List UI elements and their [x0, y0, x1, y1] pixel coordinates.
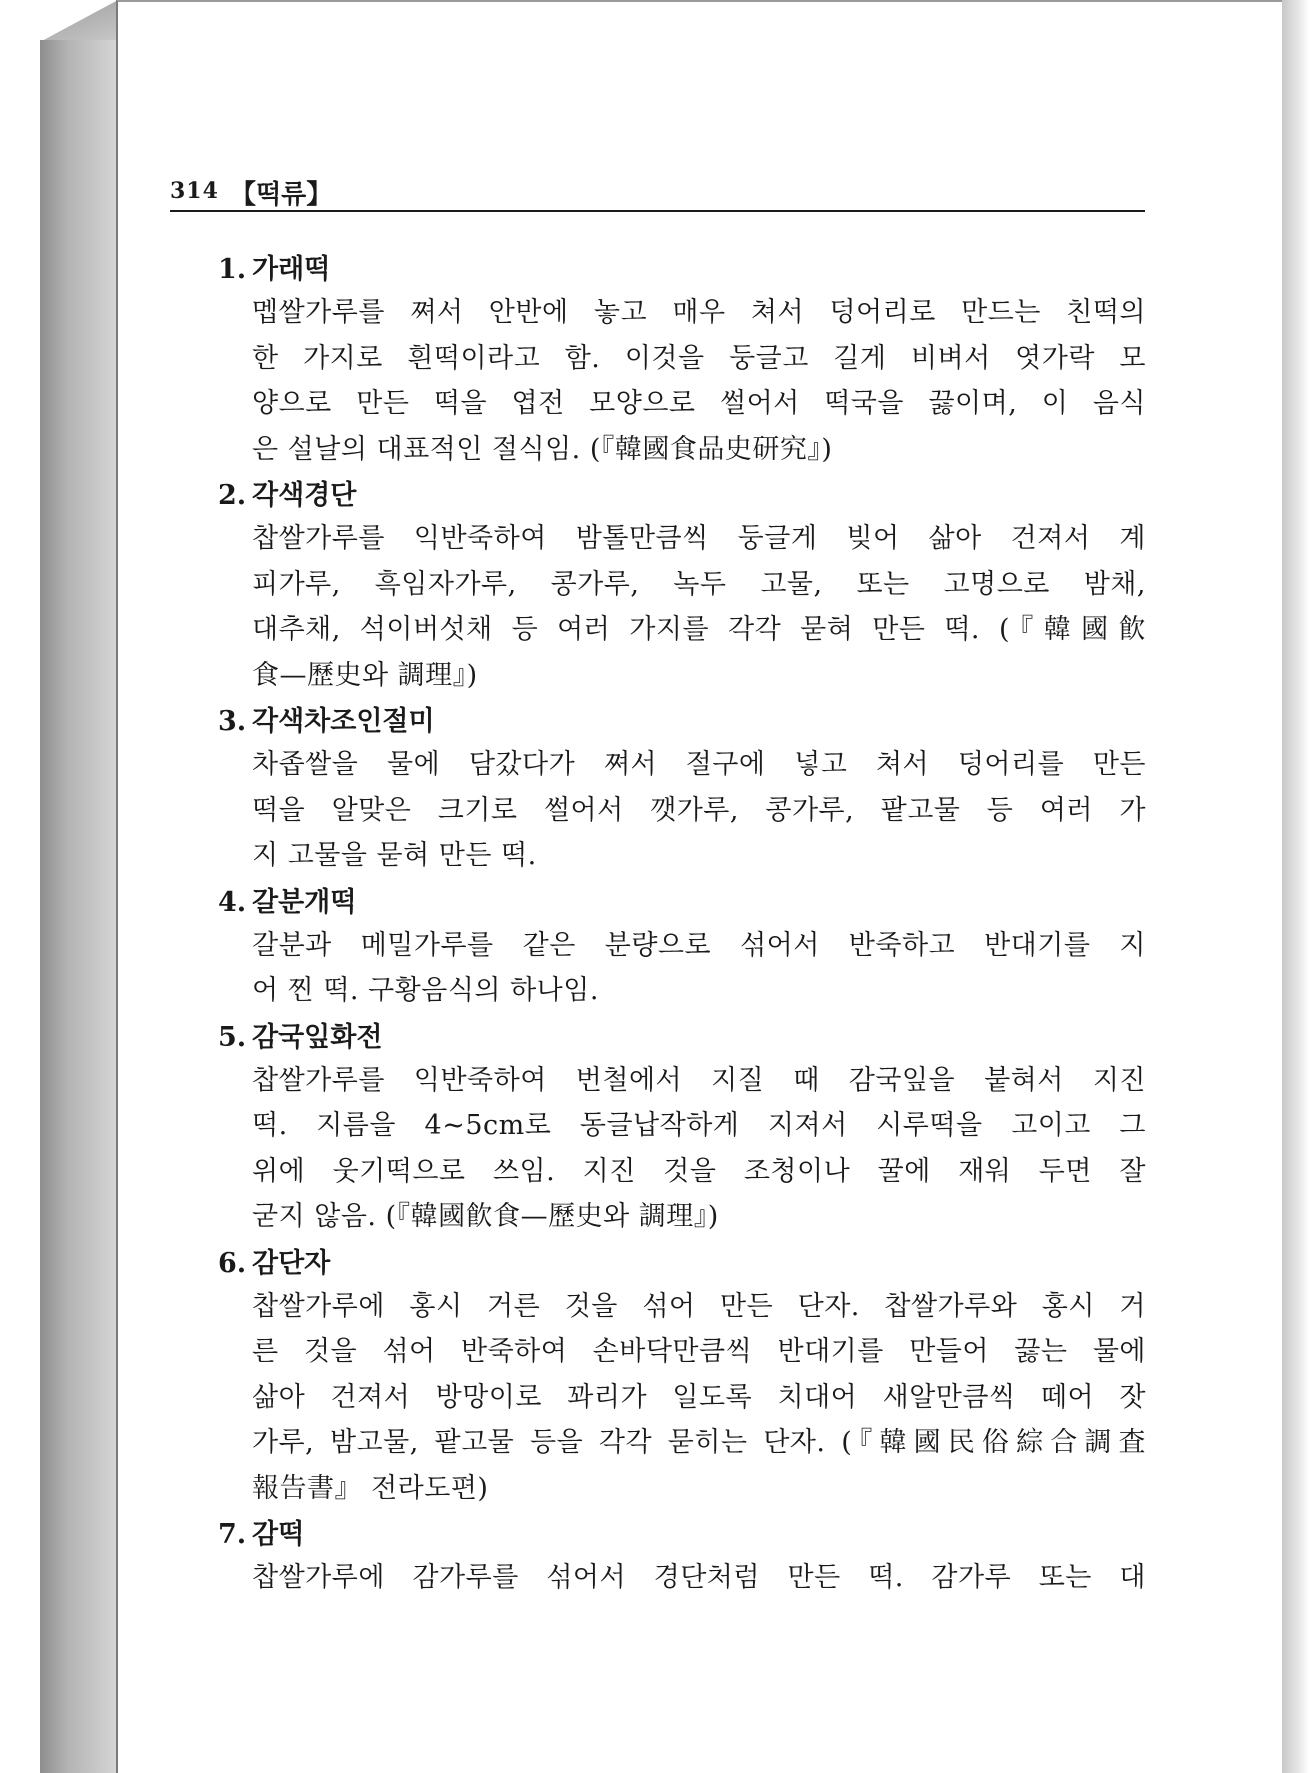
entry-heading — [218, 702, 1146, 742]
book-corner — [40, 0, 118, 42]
dictionary-entry — [218, 1244, 1146, 1512]
dictionary-entry — [218, 476, 1146, 698]
entry-heading — [218, 883, 1146, 923]
entry-title: 가래떡 — [252, 254, 331, 285]
definition-line: 찹쌀가루에 홍시 거른 것을 섞어 만든 단자. 찹쌀가루와 홍시 거 — [252, 1290, 1146, 1322]
definition-line: 갈분과 메밀가루를 같은 분량으로 섞어서 반죽하고 반대기를 지 — [252, 929, 1146, 961]
entry-heading — [218, 1244, 1146, 1284]
entry-definition — [252, 516, 1146, 698]
entry-number: 5. — [218, 1021, 247, 1053]
entry-title: 감국잎화전 — [252, 1021, 383, 1053]
entry-list — [218, 250, 1146, 1605]
definition-line: 가루, 밤고물, 팥고물 등을 각각 묻히는 단자. (『韓國民俗綜合調査 — [252, 1427, 1146, 1458]
entry-definition — [252, 1555, 1146, 1601]
definition-line: 떡. 지름을 4~5cm로 동글납작하게 지져서 시루떡을 고이고 그 — [252, 1110, 1146, 1141]
definition-line: 찹쌀가루에 감가루를 섞어서 경단처럼 만든 떡. 감가루 또는 대 — [252, 1562, 1146, 1593]
entry-title: 갈분개떡 — [252, 886, 357, 918]
entry-title: 감떡 — [252, 1519, 305, 1550]
definition-line: 어 찐 떡. 구황음식의 하나임. — [252, 975, 599, 1006]
definition-line: 떡을 알맞은 크기로 썰어서 깻가루, 콩가루, 팥고물 등 여러 가 — [252, 794, 1146, 826]
entry-number: 7. — [218, 1519, 247, 1550]
entry-number: 2. — [218, 480, 247, 511]
entry-definition — [252, 1284, 1146, 1512]
entry-definition — [252, 1058, 1146, 1240]
definition-line: 찹쌀가루를 익반죽하여 밤톨만큼씩 둥글게 빚어 삶아 건져서 계 — [252, 523, 1146, 554]
definition-line: 양으로 만든 떡을 엽전 모양으로 썰어서 떡국을 끓이며, 이 음식 — [252, 388, 1146, 419]
dictionary-entry — [218, 1018, 1146, 1240]
header-rule — [170, 210, 1145, 212]
definition-line: 한 가지로 흰떡이라고 함. 이것을 둥글고 길게 비벼서 엿가락 모 — [252, 342, 1146, 374]
dictionary-entry — [218, 250, 1146, 472]
page-edge-shadow — [1282, 0, 1309, 1773]
definition-line: 피가루, 흑임자가루, 콩가루, 녹두 고물, 또는 고명으로 밤채, — [252, 568, 1146, 600]
entry-heading — [218, 1515, 1146, 1555]
page-number: 314 — [170, 178, 219, 204]
definition-line: 食—歷史와 調理』) — [252, 659, 478, 691]
entry-heading — [218, 1018, 1146, 1058]
definition-line: 대추채, 석이버섯채 등 여러 가지를 각각 묻혀 만든 떡. (『韓國飮 — [252, 614, 1146, 645]
entry-heading — [218, 476, 1146, 516]
section-title: 【떡류】 — [230, 180, 333, 210]
entry-title: 각색경단 — [252, 480, 357, 511]
running-header — [170, 172, 1145, 212]
definition-line: 굳지 않음. (『韓國飮食—歷史와 調理』) — [252, 1201, 719, 1232]
definition-line: 른 것을 섞어 반죽하여 손바닥만큼씩 반대기를 만들어 끓는 물에 — [252, 1336, 1146, 1367]
definition-line: 삶아 건져서 방망이로 꽈리가 일도록 치대어 새알만큼씩 떼어 잣 — [252, 1381, 1146, 1413]
definition-line: 찹쌀가루를 익반죽하여 번철에서 지질 때 감국잎을 붙혀서 지진 — [252, 1064, 1146, 1096]
entry-number: 6. — [218, 1247, 247, 1279]
entry-definition — [252, 290, 1146, 472]
dictionary-entry — [218, 1515, 1146, 1601]
definition-line: 멥쌀가루를 쪄서 안반에 놓고 매우 쳐서 덩어리로 만드는 친떡의 — [252, 297, 1146, 328]
entry-definition — [252, 923, 1146, 1014]
entry-definition — [252, 742, 1146, 879]
dictionary-entry — [218, 702, 1146, 879]
definition-line: 은 설날의 대표적인 절식임. (『韓國食品史研究』) — [252, 433, 833, 465]
entry-title: 감단자 — [252, 1247, 331, 1279]
entry-heading — [218, 250, 1146, 290]
entry-title: 각색차조인절미 — [252, 706, 435, 737]
book-spine — [40, 40, 118, 1773]
definition-line: 위에 웃기떡으로 쓰임. 지진 것을 조청이나 꿀에 재워 두면 잘 — [252, 1155, 1146, 1187]
entry-number: 3. — [218, 706, 247, 737]
entry-number: 4. — [218, 886, 247, 918]
definition-line: 차좁쌀을 물에 담갔다가 쪄서 절구에 넣고 쳐서 덩어리를 만든 — [252, 749, 1146, 780]
entry-number: 1. — [218, 254, 247, 285]
definition-line: 지 고물을 묻혀 만든 떡. — [252, 840, 537, 871]
dictionary-entry — [218, 883, 1146, 1014]
definition-line: 報告書』 전라도편) — [252, 1472, 489, 1504]
